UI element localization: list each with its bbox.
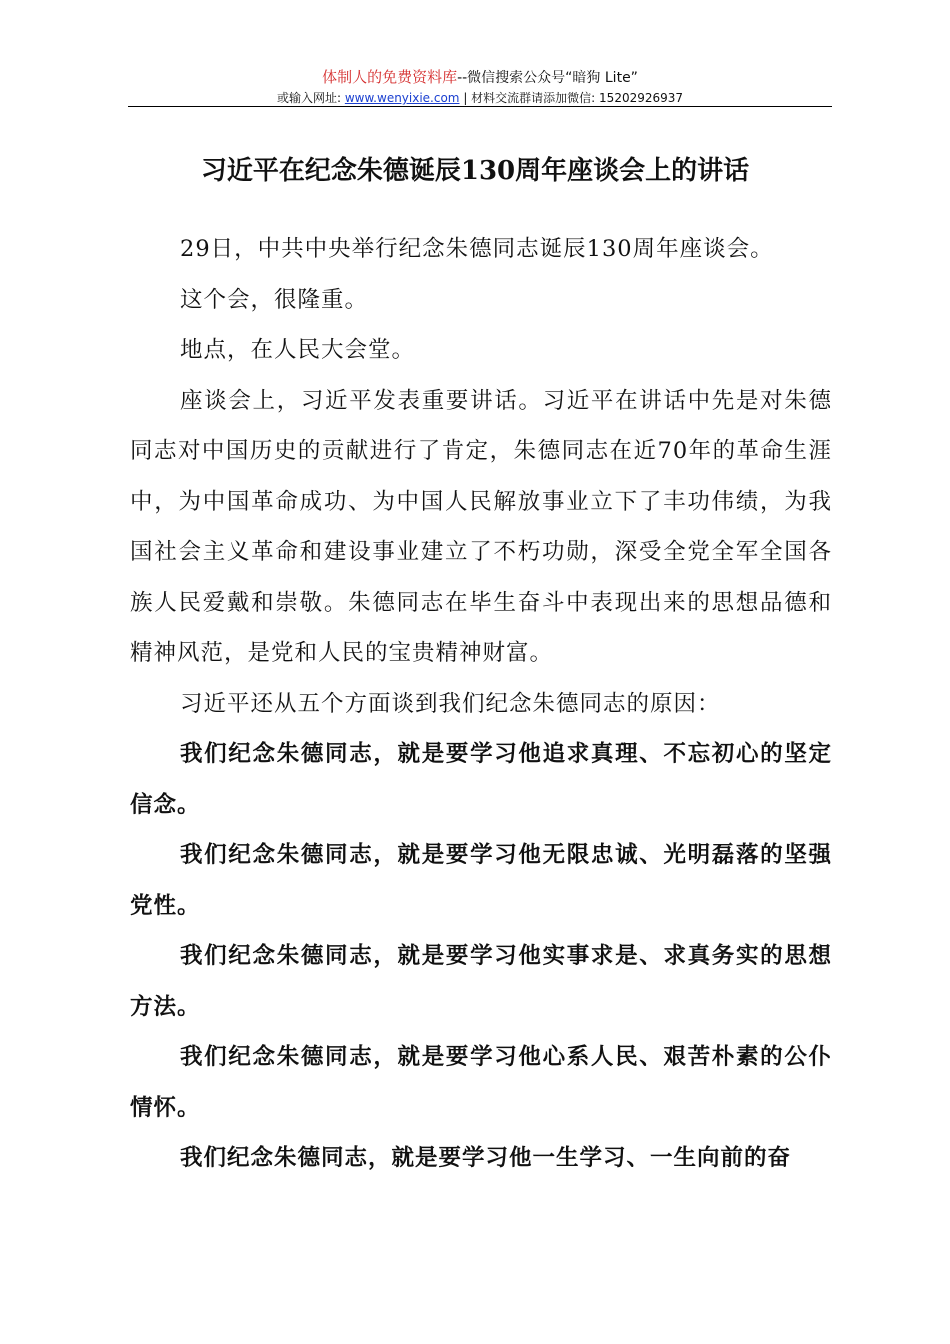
document-title: 习近平在纪念朱德诞辰130周年座谈会上的讲话 [200, 156, 750, 187]
paragraph-aspect-1: 我们纪念朱德同志，就是要学习他追求真理、不忘初心的坚定信念。 [130, 741, 832, 818]
document-body [130, 224, 832, 1184]
header-wechat-note: --微信搜索公众号“暗狗 Lite” [457, 70, 638, 86]
paragraph-meeting-location: 地点，在人民大会堂。 [180, 337, 416, 363]
header-url-link[interactable]: www.wenyixie.com [344, 91, 460, 105]
header-divider [128, 106, 832, 107]
header-contact: | 材料交流群请添加微信: 15202926937 [463, 91, 684, 105]
paragraph-aspect-4: 我们纪念朱德同志，就是要学习他心系人民、艰苦朴素的公仆情怀。 [130, 1044, 832, 1121]
paragraph-aspect-3: 我们纪念朱德同志，就是要学习他实事求是、求真务实的思想方法。 [130, 943, 832, 1020]
paragraph-five-aspects-intro: 习近平还从五个方面谈到我们纪念朱德同志的原因： [180, 690, 721, 717]
paragraph-speech-summary: 座谈会上，习近平发表重要讲话。习近平在讲话中先是对朱德同志对中国历史的贡献进行了肯定，朱德同志在近70年的革命生涯中，为中国革命成功、为中国人民解放事业立下了丰功伟绩，为我国社会主义革命和建设事业建立了不朽功勋，深受全党全军全国各族人民爱戴和崇敬。朱德同志在毕生奋斗中表现出来的思想品德和精神风范，是党和人民的宝贵精神财富。 [130, 387, 832, 666]
paragraph-aspect-5: 我们纪念朱德同志，就是要学习他一生学习、一生向前的奋 [180, 1145, 792, 1171]
page-header [128, 66, 832, 107]
header-line-1 [128, 66, 832, 89]
paragraph-aspect-2: 我们纪念朱德同志，就是要学习他无限忠诚、光明磊落的坚强党性。 [130, 842, 832, 919]
paragraph-meeting-date: 29日，中共中央举行纪念朱德同志诞辰130周年座谈会。 [180, 236, 774, 262]
header-brand: 体制人的免费资料库 [322, 68, 458, 86]
header-url-label: 或输入网址: [276, 91, 342, 105]
header-line-2 [128, 89, 832, 107]
paragraph-meeting-grand: 这个会，很隆重。 [180, 286, 369, 313]
